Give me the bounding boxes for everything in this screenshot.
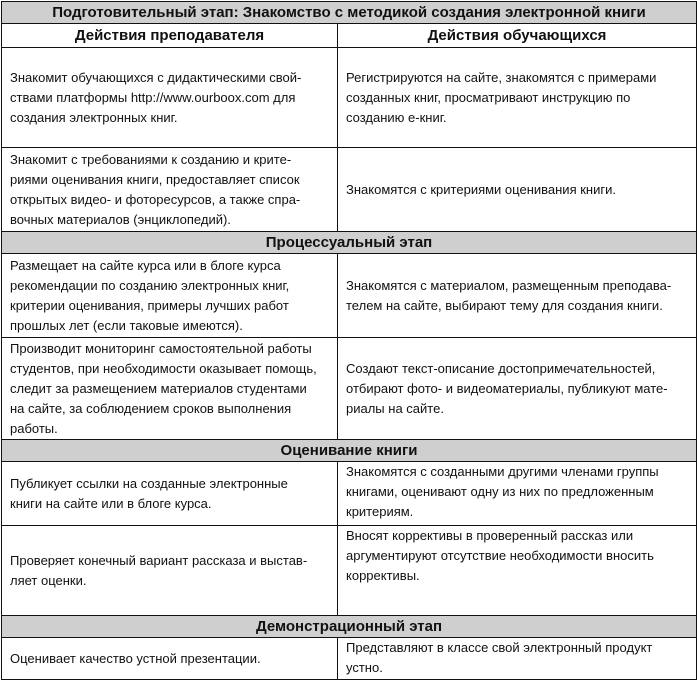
teacher-cell: Знакомит с требованиями к созданию и крите- риями оценивания книги, предоставляет список открытых видео- и фоторесурсов, а также спра- вочных материалов (энциклопедий). (2, 148, 338, 232)
table-row (2, 526, 697, 616)
table-row (2, 338, 697, 440)
section-title: Процессуальный этап (2, 232, 697, 254)
teacher-cell: Размещает на сайте курса или в блоге курса рекомендации по созданию электронных книг, критерии оценивания, примеры лучших работ прошлых лет (если таковые имеются). (2, 254, 338, 338)
students-cell: Регистрируются на сайте, знакомятся с примерами созданных книг, просматривают инструкцию по созданию е-книг. (338, 48, 697, 148)
table-title: Подготовительный этап: Знакомство с методикой создания электронной книги (2, 2, 697, 24)
header-teacher: Действия преподавателя (2, 24, 338, 48)
column-header-row (2, 24, 697, 48)
students-cell: Знакомятся с созданными другими членами группы книгами, оценивают одну из них по предложенным критериям. (338, 462, 697, 526)
section-title: Демонстрационный этап (2, 616, 697, 638)
table-row (2, 148, 697, 232)
header-students: Действия обучающихся (338, 24, 697, 48)
teacher-cell: Знакомит обучающихся с дидактическими свой- ствами платформы http://www.ourboox.com для создания электронных книг. (2, 48, 338, 148)
teacher-cell: Публикует ссылки на созданные электронные книги на сайте или в блоге курса. (2, 462, 338, 526)
activities-table (1, 1, 697, 680)
students-cell: Вносят коррективы в проверенный рассказ или аргументируют отсутствие необходимости вносить коррективы. (338, 526, 697, 616)
section-header-row (2, 616, 697, 638)
table-row (2, 48, 697, 148)
teacher-cell: Проверяет конечный вариант рассказа и выстав- ляет оценки. (2, 526, 338, 616)
section-title: Оценивание книги (2, 440, 697, 462)
section-header-row (2, 440, 697, 462)
students-cell: Знакомятся с критериями оценивания книги. (338, 148, 697, 232)
table-row (2, 462, 697, 526)
students-cell: Знакомятся с материалом, размещенным преподава- телем на сайте, выбирают тему для создания книги. (338, 254, 697, 338)
teacher-cell: Оценивает качество устной презентации. (2, 638, 338, 680)
teacher-cell: Производит мониторинг самостоятельной работы студентов, при необходимости оказывает помощь, следит за размещением материалов студентами на сайте, за соблюдением сроков выполнения работы. (2, 338, 338, 440)
table-title-row (2, 2, 697, 24)
table-row (2, 254, 697, 338)
students-cell: Представляют в классе свой электронный продукт устно. (338, 638, 697, 680)
section-header-row (2, 232, 697, 254)
students-cell: Создают текст-описание достопримечательностей, отбирают фото- и видеоматериалы, публикуют мате- риалы на сайте. (338, 338, 697, 440)
table-row (2, 638, 697, 680)
